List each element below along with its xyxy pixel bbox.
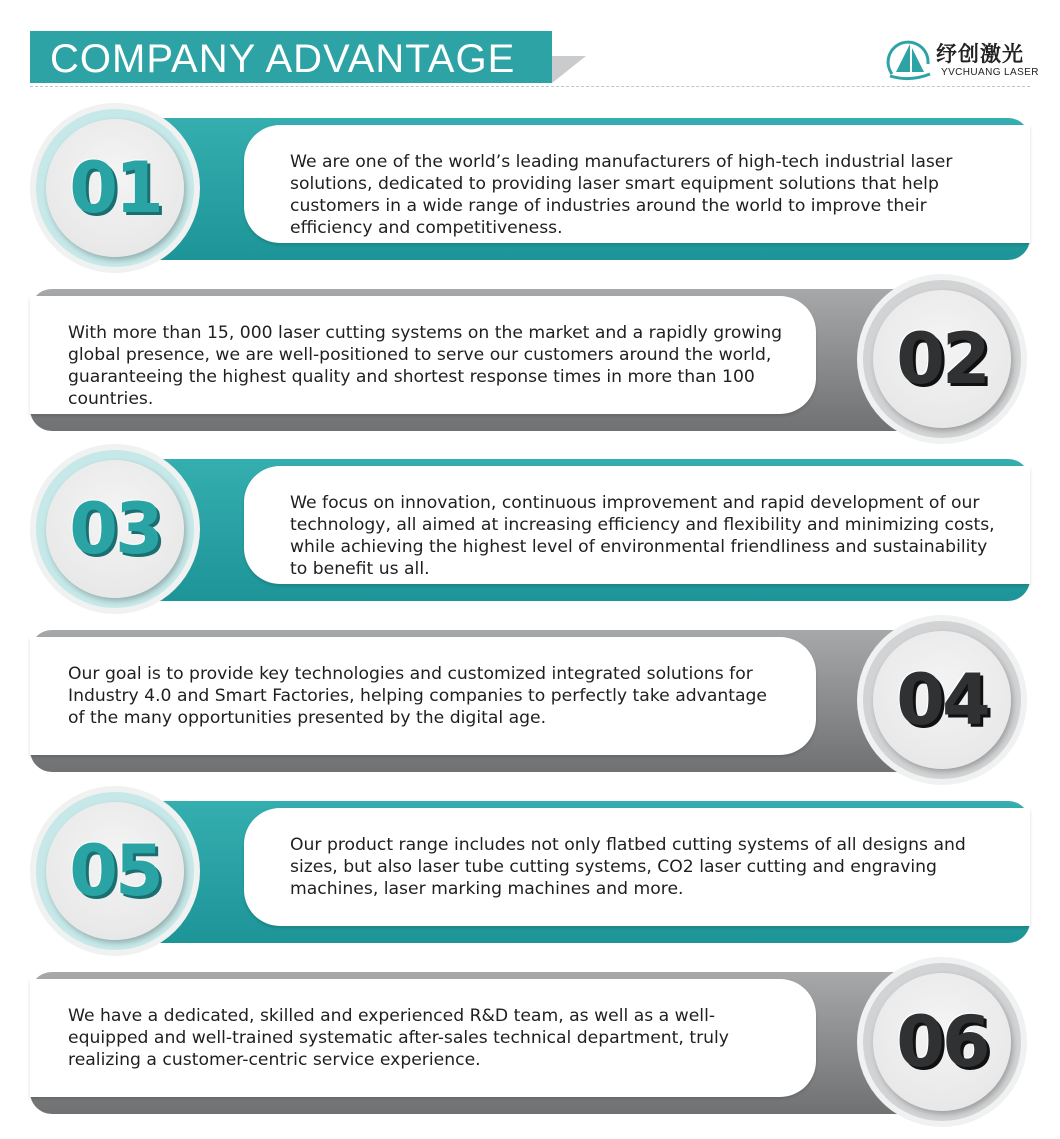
advantage-card xyxy=(30,296,816,414)
title-banner-fold xyxy=(552,56,586,83)
number-badge xyxy=(30,786,200,956)
advantage-card xyxy=(244,466,1030,584)
number-badge xyxy=(857,274,1027,444)
page-title: COMPANY ADVANTAGE xyxy=(50,37,516,81)
sail-logo-icon xyxy=(886,38,934,82)
brand-name-en: YVCHUANG LASER xyxy=(941,67,1039,78)
header-divider xyxy=(30,86,1030,87)
advantage-card xyxy=(244,125,1030,243)
advantage-item-01 xyxy=(0,115,1060,285)
advantage-item-02 xyxy=(0,286,1060,456)
advantage-card xyxy=(30,637,816,755)
number-badge xyxy=(857,615,1027,785)
advantage-item-03 xyxy=(0,456,1060,626)
advantage-text: We focus on innovation, continuous improvement and rapid development of our technology, all aimed at increasing efficiency and flexibility and minimizing costs, while achieving the highest level of environmental friendliness and sustainability to benefit us all. xyxy=(290,493,995,579)
advantage-text: We have a dedicated, skilled and experienced R&D team, as well as a well-equipped and well-trained systematic after-sales technical department, truly realizing a customer-centric service experience. xyxy=(68,1006,729,1070)
advantage-text: Our goal is to provide key technologies and customized integrated solutions for Industry 4.0 and Smart Factories, helping companies to perfectly take advantage of the many opportunities presented by the digital age. xyxy=(68,664,767,728)
number-badge xyxy=(30,103,200,273)
advantage-item-05 xyxy=(0,798,1060,968)
advantage-number: 06 xyxy=(896,1001,988,1083)
advantage-number: 04 xyxy=(896,659,988,741)
advantage-card xyxy=(30,979,816,1097)
advantage-text: With more than 15, 000 laser cutting systems on the market and a rapidly growing global presence, we are well-positioned to serve our customers around the world, guaranteeing the highest quality and shortest response times in more than 100 countries. xyxy=(68,323,782,409)
advantage-text: Our product range includes not only flatbed cutting systems of all designs and sizes, but also laser tube cutting systems, CO2 laser cutting and engraving machines, laser marking machines and more. xyxy=(290,835,966,899)
advantage-number: 03 xyxy=(69,488,161,570)
number-badge xyxy=(857,957,1027,1127)
advantage-number: 05 xyxy=(69,830,161,912)
advantage-card xyxy=(244,808,1030,926)
advantage-item-04 xyxy=(0,627,1060,797)
brand-logo xyxy=(886,38,1039,82)
advantage-number: 01 xyxy=(69,147,161,229)
number-badge xyxy=(30,444,200,614)
advantage-number: 02 xyxy=(896,318,988,400)
advantage-text: We are one of the world’s leading manufacturers of high-tech industrial laser solutions, dedicated to providing laser smart equipment solutions that help customers in a wide range of industries around the world to improve their efficiency and competitiveness. xyxy=(290,152,953,238)
page-header xyxy=(0,0,1060,90)
brand-name-cn: 纾创激光 xyxy=(936,41,1024,66)
